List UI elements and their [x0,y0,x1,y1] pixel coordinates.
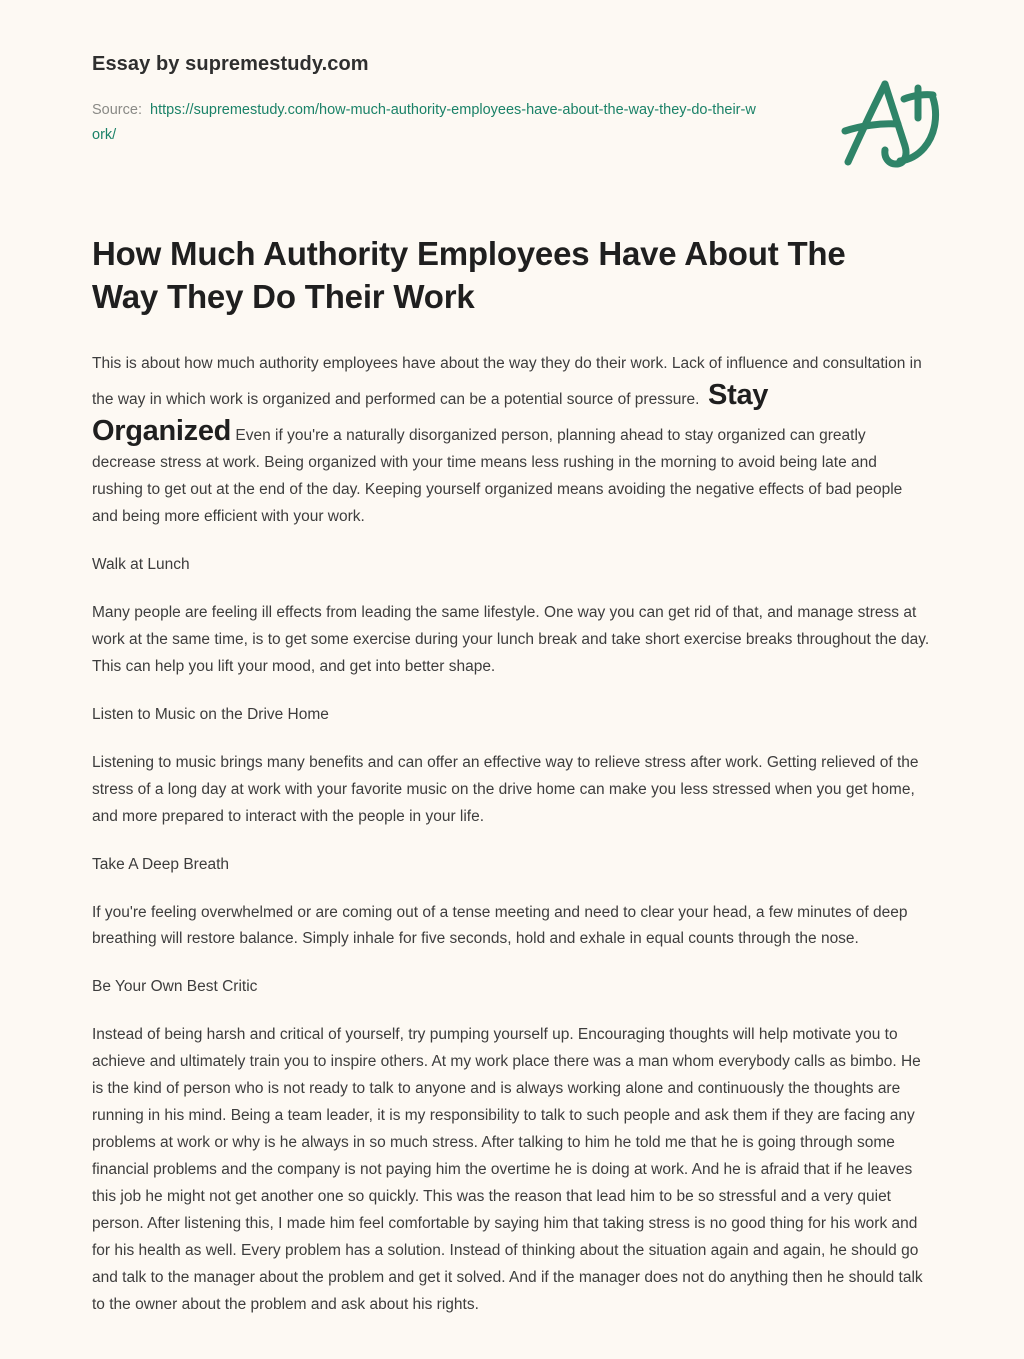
a-plus-logo [832,74,940,170]
source-url-link[interactable]: https://supremestudy.com/how-much-authority-employees-have-about-the-way-they-do-their-work/ [92,102,756,143]
a-plus-logo-icon [832,74,940,170]
source-line [92,98,757,148]
section-body-listen-to-music: Listening to music brings many benefits and can offer an effective way to relieve stress after work. Getting relieved of the stress of a long day at work with your favorite music on the drive home can make you less stressed when you get home, and more prepared to interact with the people in your life. [92,753,919,825]
document-header [0,0,1024,148]
essay-byline: Essay by supremestudy.com [92,53,369,75]
intro-text-before: This is about how much authority employees have about the way they do their work. Lack of influence and consultation in the way in which work is organized and performed can be a potential source of pressure. [92,354,922,408]
page-title: How Much Authority Employees Have About The Way They Do Their Work [92,234,846,316]
intro-text-after: Even if you're a naturally disorganized person, planning ahead to stay organized can greatly decrease stress at work. Being organized with your time means less rushing in the morning to avoid being late and rushing to get out at the end of the day. Keeping yourself organized means avoiding the negative effects of bad people and being more efficient with your work. [92,426,903,525]
source-label: Source: [92,102,142,118]
section-body-be-your-own-best-critic: Instead of being harsh and critical of yourself, try pumping yourself up. Encouraging thoughts will help motivate you to achieve and ultimately train you to inspire others. At my work place there was a man whom everybody calls as bimbo. He is the kind of person who is not ready to talk to anyone and is always working alone and continuously the thoughts are running in his mind. Being a team leader, it is my responsibility to talk to such people and ask them if they are facing any problems at work or why is he always in so much stress. After talking to him he told me that he is going through some financial problems and the company is not paying him the overtime he is doing at work. And he is afraid that if he leaves this job he might not get another one so quickly. This was the reason that lead him to be so stressful and a very quiet person. After listening this, I made him feel comfortable by saying him that taking stress is no good thing for his work and for his health as well. Every problem has a solution. Instead of thinking about the situation again and again, he should go and talk to the manager about the problem and get it solved. And if the manager does not do anything then he should talk to the owner about the problem and ask about his rights. [92,1026,923,1314]
inline-section-heading-stay-organized: Stay Organized [92,378,769,447]
article-content [92,351,932,1319]
section-heading-take-a-deep-breath: Take A Deep Breath [92,855,230,873]
section-heading-listen-to-music: Listen to Music on the Drive Home [92,705,329,723]
section-body-take-a-deep-breath: If you're feeling overwhelmed or are coming out of a tense meeting and need to clear your head, a few minutes of deep breathing will restore balance. Simply inhale for five seconds, hold and exhale in equal counts through the nose. [92,903,908,948]
article-body [0,148,1024,1359]
section-heading-walk-at-lunch: Walk at Lunch [92,555,190,573]
intro-paragraph [92,351,932,531]
section-heading-be-your-own-best-critic: Be Your Own Best Critic [92,978,258,996]
section-body-walk-at-lunch: Many people are feeling ill effects from leading the same lifestyle. One way you can get rid of that, and manage stress at work at the same time, is to get some exercise during your lunch break and take short exercise breaks throughout the day. This can help you lift your mood, and get into better shape. [92,603,930,675]
